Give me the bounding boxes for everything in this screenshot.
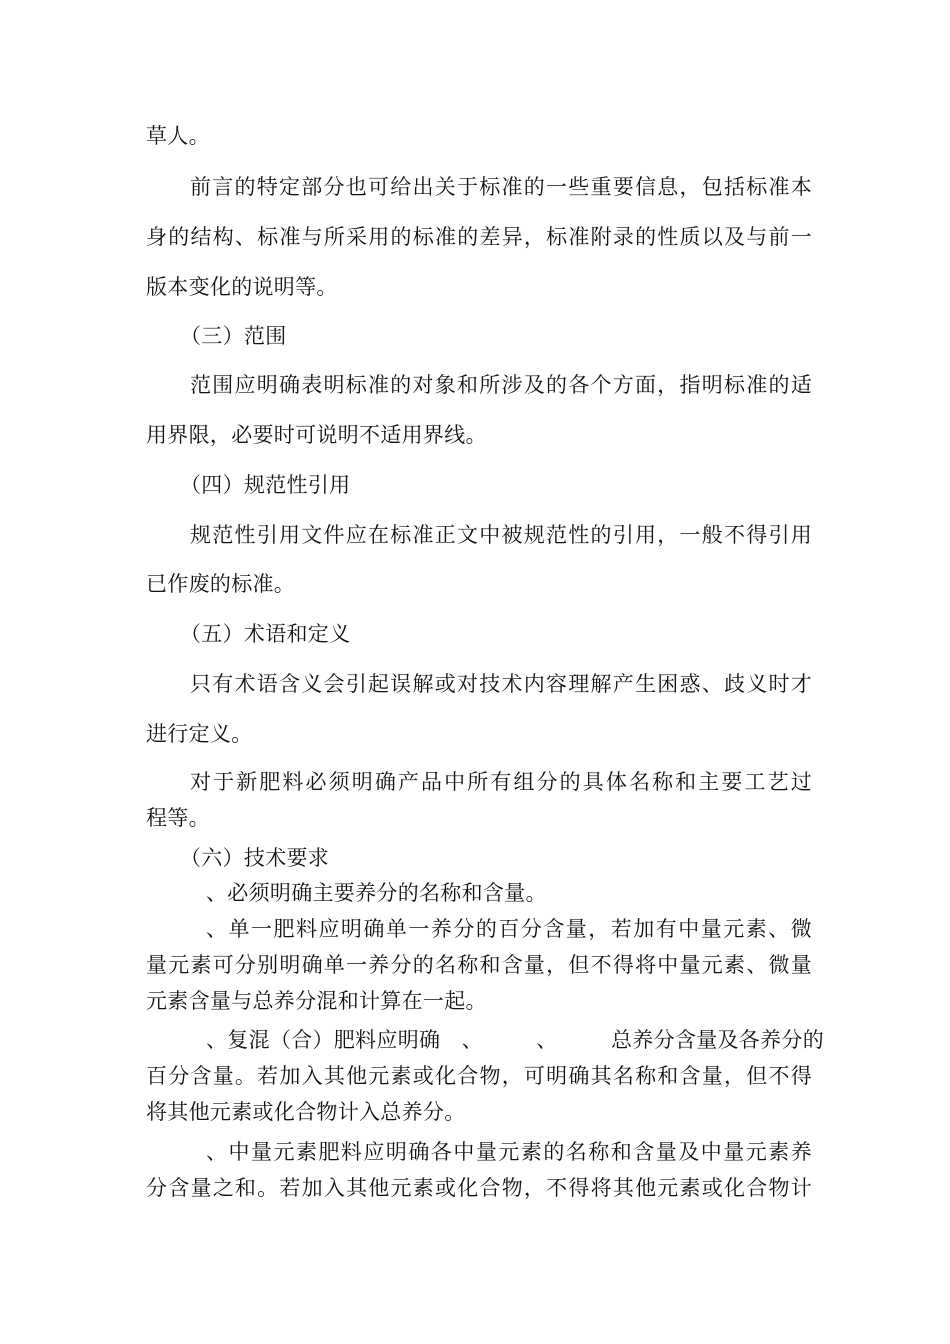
section-heading: （五）术语和定义 xyxy=(180,622,351,646)
list-item-line: 、中量元素肥料应明确各中量元素的名称和含量及中量元素养 xyxy=(206,1140,812,1164)
paragraph-line: 规范性引用文件应在标准正文中被规范性的引用，一般不得引用 xyxy=(190,523,812,547)
paragraph-line: 对于新肥料必须明确产品中所有组分的具体名称和主要工艺过 xyxy=(190,770,812,794)
paragraph-line: 分含量之和。若加入其他元素或化合物，不得将其他元素或化合物计 xyxy=(146,1176,812,1200)
paragraph-line: 身的结构、标准与所采用的标准的差异，标准附录的性质以及与前一 xyxy=(146,225,812,249)
paragraph-line: 程等。 xyxy=(146,806,210,830)
paragraph-line: 只有术语含义会引起误解或对技术内容理解产生困惑、歧义时才 xyxy=(190,672,812,696)
paragraph-line: 百分含量。若加入其他元素或化合物，可明确其名称和含量，但不得 xyxy=(146,1064,812,1088)
paragraph-line: 版本变化的说明等。 xyxy=(146,275,338,299)
paragraph-line: 元素含量与总养分混和计算在一起。 xyxy=(146,989,487,1013)
paragraph-line: 前言的特定部分也可给出关于标准的一些重要信息，包括标准本 xyxy=(190,175,812,199)
paragraph-line: 进行定义。 xyxy=(146,722,253,746)
section-heading: （三）范围 xyxy=(180,324,287,348)
paragraph-line: 将其他元素或化合物计入总养分。 xyxy=(146,1100,466,1124)
section-heading: （六）技术要求 xyxy=(180,846,330,870)
section-heading: （四）规范性引用 xyxy=(180,473,351,497)
list-item-line: 、单一肥料应明确单一养分的百分含量，若加有中量元素、微 xyxy=(206,917,812,941)
paragraph-line: 量元素可分别明确单一养分的名称和含量，但不得将中量元素、微量 xyxy=(146,953,812,977)
paragraph-line: 范围应明确表明标准的对象和所涉及的各个方面，指明标准的适 xyxy=(190,373,812,397)
list-item-line: 、必须明确主要养分的名称和含量。 xyxy=(206,881,547,905)
list-item-line: 、复混（合）肥料应明确 、 、 总养分含量及各养分的 xyxy=(206,1028,824,1052)
paragraph-line: 用界限，必要时可说明不适用界线。 xyxy=(146,423,487,447)
paragraph-line: 已作废的标准。 xyxy=(146,572,296,596)
text-line: 草人。 xyxy=(146,124,210,148)
